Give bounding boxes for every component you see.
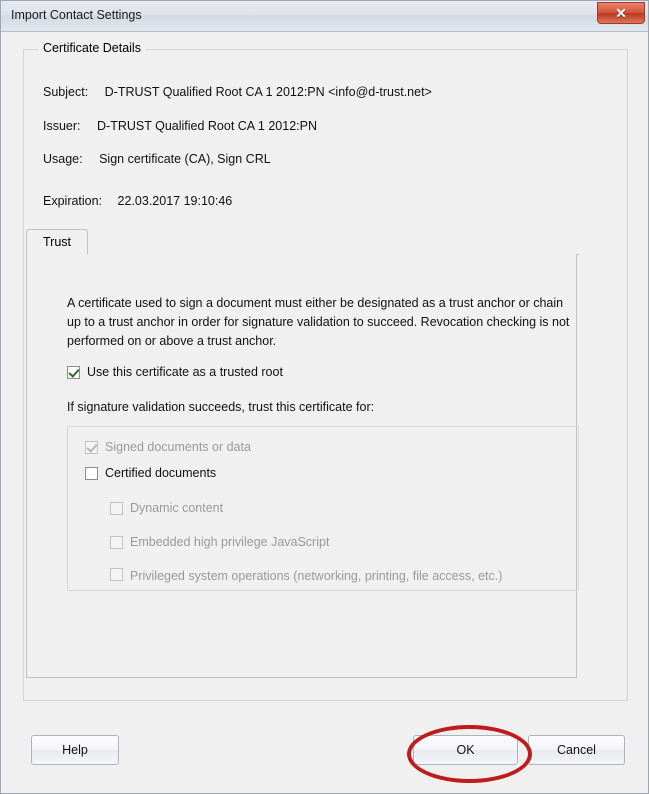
embedded-javascript-label: Embedded high privilege JavaScript: [130, 535, 330, 549]
usage-value: Sign certificate (CA), Sign CRL: [99, 152, 271, 166]
usage-row: [43, 152, 271, 166]
trusted-root-label: Use this certificate as a trusted root: [87, 365, 283, 379]
option-privileged-operations-row: [110, 567, 530, 585]
issuer-row: [43, 119, 317, 133]
subject-row: [43, 85, 432, 99]
option-embedded-javascript-row: [110, 535, 329, 549]
embedded-javascript-checkbox: [110, 536, 123, 549]
title-bar: [1, 1, 648, 32]
issuer-label: Issuer:: [43, 119, 81, 133]
issuer-value: D-TRUST Qualified Root CA 1 2012:PN: [97, 119, 318, 133]
certified-documents-checkbox[interactable]: [85, 467, 98, 480]
cancel-button[interactable]: Cancel: [528, 735, 625, 765]
option-signed-documents-row: [85, 440, 251, 454]
subject-label: Subject:: [43, 85, 89, 99]
trusted-root-checkbox[interactable]: [67, 366, 80, 379]
trust-for-label: If signature validation succeeds, trust this certificate for:: [67, 400, 375, 414]
expiration-value: 22.03.2017 19:10:46: [117, 194, 233, 208]
option-dynamic-content-row: [110, 501, 223, 515]
ok-button[interactable]: OK: [413, 735, 518, 765]
trust-description: A certificate used to sign a document must either be designated as a trust anchor or chain up to a trust anchor in order for signature validation to succeed. Revocation checking is not performed on or above a trust anchor.: [67, 296, 570, 348]
expiration-label: Expiration:: [43, 194, 103, 208]
close-icon[interactable]: ✕: [597, 2, 645, 24]
signed-documents-label: Signed documents or data: [105, 440, 251, 454]
privileged-operations-checkbox: [110, 568, 123, 581]
expiration-row: [43, 194, 232, 208]
privileged-operations-label: Privileged system operations (networking, printing, file access, etc.): [130, 569, 503, 583]
tab-trust[interactable]: Trust: [26, 229, 88, 255]
option-certified-documents-row[interactable]: [85, 466, 216, 480]
window-title: Import Contact Settings: [11, 8, 142, 22]
trusted-root-checkbox-row[interactable]: [67, 365, 283, 379]
certificate-details-title: Certificate Details: [38, 41, 146, 55]
subject-value: D-TRUST Qualified Root CA 1 2012:PN <info@d-trust.net>: [104, 85, 432, 99]
certified-documents-label: Certified documents: [105, 466, 217, 480]
tab-strip: [26, 229, 579, 255]
dialog-content: [1, 32, 648, 793]
dynamic-content-label: Dynamic content: [130, 501, 224, 515]
dynamic-content-checkbox: [110, 502, 123, 515]
usage-label: Usage:: [43, 152, 83, 166]
help-button[interactable]: Help: [31, 735, 119, 765]
trust-tab-panel: [26, 254, 577, 678]
signed-documents-checkbox: [85, 441, 98, 454]
